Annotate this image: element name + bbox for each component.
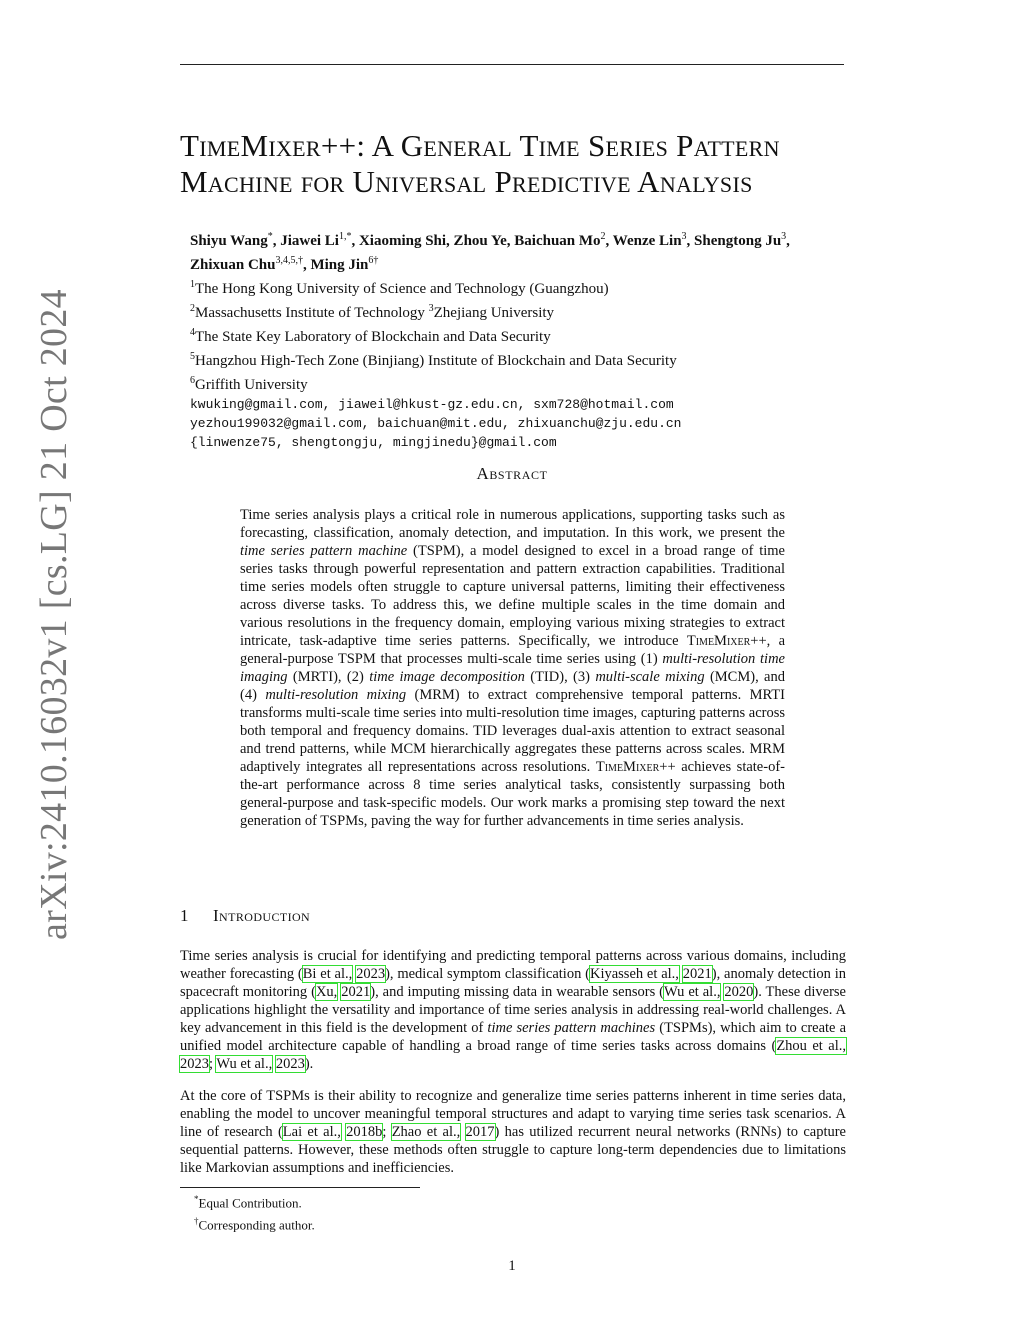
citation-link[interactable]: Wu et al., (216, 1056, 273, 1072)
affiliation-number: 2 (190, 303, 195, 314)
abstract-fragment: achieves state-of-the-art performance across 8 time series analytical tasks, consistently surpassing both general-purpose and task-specific models. Our work marks a promising step toward the next generation of TSPMs, paving the way for further advancements in time series analysis. (240, 759, 785, 829)
citation-link[interactable]: Zhao et al., (391, 1124, 461, 1140)
body-fragment: Time series analysis is crucial for identifying and predicting temporal patterns across various domains, including weather forecasting ( (180, 948, 846, 982)
author-separator: , (686, 233, 695, 249)
body-fragment: ; (209, 1056, 217, 1072)
affiliation-number: 3 (428, 303, 434, 314)
citation-link[interactable]: 2018b (346, 1124, 383, 1140)
author-line-2 (190, 251, 870, 275)
abstract-emphasis: time image decomposition (369, 669, 525, 685)
abstract-emphasis: multi-resolution mixing (265, 687, 407, 703)
arxiv-identifier[interactable]: arXiv:2410.16032v1 [cs.LG] 21 Oct 2024 (33, 289, 75, 940)
citation-link[interactable]: Kiyasseh et al., (589, 966, 679, 982)
abstract-text (240, 506, 785, 830)
intro-paragraph-1 (180, 947, 846, 1073)
author-mark: 3 (681, 231, 687, 242)
abstract-fragment: , a general-purpose TSPM that processes multi-scale time series using (1) (240, 633, 786, 667)
abstract-heading: Abstract (476, 464, 548, 483)
author-name: Shiyu Wang (190, 233, 268, 249)
abstract-fragment: (MRM) to extract comprehensive temporal patterns. MRTI transforms multi-scale time series into multi-resolution time images, capturing patterns across both temporal and frequency domains. TID leverages dual-axis attention to extract seasonal and trend patterns, while MCM hierarchically aggregates these patterns across scales. MRM adaptively integrates all representations across resolutions. (240, 687, 785, 775)
author-separator: , (605, 233, 613, 249)
affiliation-text: Zhejiang University (433, 305, 555, 321)
citation-link[interactable]: 2023 (275, 1056, 305, 1072)
footnote-text: Equal Contribution. (198, 1195, 302, 1211)
body-fragment: ). (304, 1056, 314, 1072)
body-fragment: (TSPMs), which aim to create a unified model architecture capable of handling a broad range of time series tasks across domains ( (180, 1020, 847, 1054)
footnote-text: Corresponding author. (198, 1217, 315, 1233)
body-fragment: ). These diverse applications highlight the versatility and importance of time series analysis in addressing real-world challenges. A key advancement in this field is the development of (180, 984, 846, 1036)
abstract-fragment: Time series analysis plays a critical role in numerous applications, supporting tasks such as forecasting, classification, anomaly detection, and imputation. In this work, we present the (240, 507, 785, 541)
title-line-1: TimeMixer++: A General Time Series Pattern (180, 128, 780, 163)
abstract-fragment: (TID), (3) (524, 669, 596, 685)
author-line-1 (190, 227, 870, 251)
affiliation-text: Massachusetts Institute of Technology (195, 305, 429, 321)
author-separator: , (786, 233, 790, 249)
citation-link[interactable]: 2021 (341, 984, 371, 1000)
abstract-fragment: (MRTI), (2) (287, 669, 370, 685)
citation-link[interactable]: 2021 (682, 966, 712, 982)
citation-link[interactable]: 2023 (180, 1056, 209, 1072)
author-mark: 3,4,5,† (275, 255, 303, 266)
footnote-mark: * (194, 1194, 199, 1204)
abstract-emphasis: time series pattern machine (240, 543, 408, 559)
author-mark: 6† (368, 255, 379, 266)
affiliation-text: Hangzhou High-Tech Zone (Binjiang) Institute of Blockchain and Data Security (195, 353, 677, 369)
citation-link[interactable]: 2017 (465, 1124, 495, 1140)
abstract-fragment: (MCM), and (4) (240, 669, 785, 703)
abstract-fragment: (TSPM), a model designed to excel in a broad range of time series tasks through powerful representation and pattern extraction capabilities. Traditional time series models often struggle to capture universal patterns, limiting their effectiveness across diverse tasks. To address this, we define multiple scales in the time domain and various resolutions in the frequency domain, employing various mixing strategies to extract intricate, task-adaptive time series patterns. Specifically, we introduce (240, 543, 785, 649)
author-name: Xiaoming Shi, Zhou Ye, Baichuan Mo (358, 233, 601, 249)
body-fragment: ), medical symptom classification ( (385, 966, 590, 982)
author-mark: 3 (781, 231, 787, 242)
abstract-emphasis: multi-scale mixing (595, 669, 705, 685)
author-name: Ming Jin (310, 257, 369, 273)
author-mark: 1,* (338, 231, 352, 242)
author-name: Wenze Lin (612, 233, 682, 249)
author-separator: , (302, 257, 311, 273)
title-line-2: Machine for Universal Predictive Analysis (180, 164, 753, 199)
affiliation (190, 323, 870, 347)
affiliation-number: 6 (190, 375, 195, 386)
affiliation (190, 347, 870, 371)
citation-link[interactable]: Zhou et al., (776, 1038, 846, 1054)
intro-paragraph-2 (180, 1087, 846, 1177)
affiliation (190, 299, 870, 323)
model-name: TimeMixer++ (686, 633, 767, 649)
author-mark: * (267, 231, 273, 242)
abstract-emphasis: multi-resolution time imaging (240, 651, 785, 685)
author-block (190, 227, 870, 452)
affiliation-text: Griffith University (195, 377, 308, 393)
email-line[interactable]: yezhou199032@gmail.com, baichuan@mit.edu, zhixuanchu@zju.edu.cn (190, 416, 682, 431)
citation-link[interactable]: 2023 (356, 966, 386, 982)
author-name: Jiawei Li (280, 233, 339, 249)
affiliation (190, 275, 870, 299)
section-number: 1 (180, 906, 189, 925)
footnote (194, 1190, 315, 1212)
affiliation-text: The Hong Kong University of Science and Technology (Guangzhou) (195, 281, 609, 297)
email-line[interactable]: {linwenze75, shengtongju, mingjinedu}@gmail.com (190, 435, 557, 450)
body-fragment: ), anomaly detection in spacecraft monitoring ( (180, 966, 846, 1000)
body-fragment: ; (382, 1124, 392, 1140)
email-line[interactable]: kwuking@gmail.com, jiaweil@hkust-gz.edu.cn, sxm728@hotmail.com (190, 397, 674, 412)
body-emphasis: time series pattern machines (487, 1020, 656, 1036)
citation-link[interactable]: Xu, (315, 984, 338, 1000)
footnotes (194, 1190, 315, 1235)
citation-link[interactable]: 2020 (724, 984, 754, 1000)
model-name: TimeMixer++ (595, 759, 676, 775)
author-name: Zhixuan Chu (190, 257, 276, 273)
section-heading-introduction (180, 906, 310, 926)
author-separator: , (351, 233, 359, 249)
affiliation-number: 5 (190, 351, 195, 362)
footnote-mark: † (194, 1216, 199, 1227)
affiliation-number: 4 (190, 327, 195, 338)
body-fragment: ), and imputing missing data in wearable sensors ( (370, 984, 665, 1000)
author-separator: , (272, 233, 281, 249)
body-fragment: At the core of TSPMs is their ability to recognize and generalize time series patterns inherent in time series data, enabling the model to uncover meaningful temporal structures and adapt to varying time series task scenarios. A line of research ( (180, 1088, 846, 1140)
affiliation (190, 371, 870, 395)
page-number: 1 (508, 1258, 516, 1274)
affiliation-text: The State Key Laboratory of Blockchain and Data Security (195, 329, 551, 345)
paper-title (180, 128, 880, 200)
footnote-rule (180, 1187, 420, 1188)
footnote (194, 1212, 315, 1234)
header-rule (180, 64, 844, 65)
author-name: Shengtong Ju (694, 233, 782, 249)
citation-link[interactable]: Lai et al., (282, 1124, 341, 1140)
affiliation-number: 1 (190, 279, 195, 290)
citation-link[interactable]: Wu et al., (664, 984, 721, 1000)
citation-link[interactable]: Bi et al., (302, 966, 353, 982)
section-title: Introduction (213, 906, 311, 925)
author-mark: 2 (600, 231, 606, 242)
body-fragment: ) has utilized recurrent neural networks (RNNs) to capture sequential patterns. However, these methods often struggle to capture long-term dependencies due to limitations like Markovian assumptions and inefficiencies. (180, 1124, 846, 1176)
